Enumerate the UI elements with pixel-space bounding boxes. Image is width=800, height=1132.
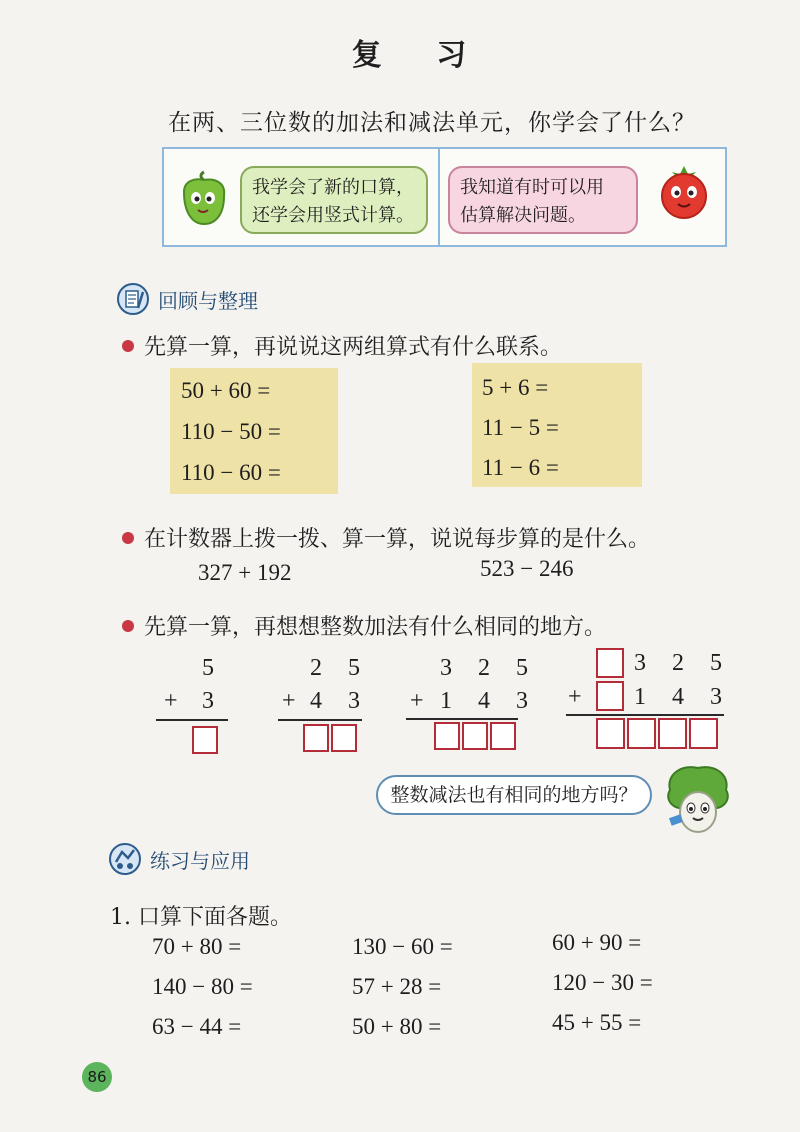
mental-math-item: 130 − 60 = bbox=[352, 934, 453, 959]
answer-boxes bbox=[192, 726, 218, 754]
task-text: 先算一算，再说说这两组算式有什么联系。 bbox=[144, 335, 563, 360]
cabbage-speech-bubble: 整数减法也有相同的地方吗？ bbox=[376, 775, 652, 815]
page-title: 复 习 bbox=[351, 38, 489, 73]
mental-math-item: 57 + 28 = bbox=[352, 974, 442, 999]
mental-math-item: 120 − 30 = bbox=[552, 970, 653, 995]
tomato-speech-bubble bbox=[448, 166, 638, 234]
addend-bottom: 1 4 3 bbox=[440, 688, 538, 714]
bullet-dot-icon bbox=[122, 340, 134, 352]
review-task-3 bbox=[122, 610, 606, 641]
practice-section-heading bbox=[108, 842, 250, 876]
mental-math-item: 140 − 80 = bbox=[152, 974, 253, 999]
addend-bottom: 4 3 bbox=[310, 688, 370, 714]
missing-digit-box[interactable] bbox=[596, 681, 624, 711]
notebook-pencil-icon bbox=[116, 282, 150, 316]
calculation: 327 + 192 bbox=[198, 560, 292, 585]
operator-plus: + bbox=[410, 688, 434, 714]
answer-boxes bbox=[303, 724, 357, 752]
answer-box[interactable] bbox=[331, 724, 357, 752]
answer-boxes bbox=[596, 718, 718, 749]
operator-plus: + bbox=[282, 688, 306, 714]
sum-rule bbox=[406, 718, 518, 720]
bullet-dot-icon bbox=[122, 620, 134, 632]
answer-box[interactable] bbox=[434, 722, 460, 750]
equation: 11 − 5 = bbox=[482, 415, 559, 440]
review-section-heading bbox=[116, 282, 258, 316]
bubble-line: 还学会用竖式计算。 bbox=[252, 205, 414, 226]
review-task-2 bbox=[122, 522, 650, 553]
equation: 110 − 50 = bbox=[181, 419, 281, 444]
answer-boxes bbox=[434, 722, 516, 750]
addend-bottom: 1 4 3 bbox=[634, 684, 732, 710]
addend-top: 3 2 5 bbox=[634, 650, 732, 676]
practice-task-1: 1. 口算下面各题。 bbox=[110, 905, 292, 930]
answer-box[interactable] bbox=[627, 718, 656, 749]
equation: 11 − 6 = bbox=[482, 455, 559, 480]
answer-box[interactable] bbox=[658, 718, 687, 749]
equation: 50 + 60 = bbox=[181, 378, 271, 403]
equation: 110 − 60 = bbox=[181, 460, 281, 485]
addend-top: 5 bbox=[202, 655, 224, 681]
page-number: 86 bbox=[82, 1062, 112, 1092]
task-text: 在计数器上拨一拨、算一算，说说每步算的是什么。 bbox=[144, 527, 651, 552]
sum-rule bbox=[566, 714, 724, 716]
bullet-dot-icon bbox=[122, 532, 134, 544]
practice-puzzle-icon bbox=[108, 842, 142, 876]
calculation: 523 − 246 bbox=[480, 556, 574, 581]
bubble-line: 我学会了新的口算， bbox=[252, 177, 414, 198]
answer-box[interactable] bbox=[303, 724, 329, 752]
sum-rule bbox=[156, 719, 228, 721]
sum-rule bbox=[278, 719, 362, 721]
pepper-speech-bubble bbox=[240, 166, 428, 234]
cabbage-character-icon bbox=[660, 760, 736, 836]
answer-box[interactable] bbox=[689, 718, 718, 749]
operator-plus: + bbox=[164, 688, 188, 714]
tomato-character-icon bbox=[654, 160, 714, 222]
operator-plus: + bbox=[568, 684, 592, 710]
mental-math-item: 45 + 55 = bbox=[552, 1010, 642, 1035]
answer-box[interactable] bbox=[490, 722, 516, 750]
bubble-line: 我知道有时可以用 bbox=[460, 177, 604, 198]
mental-math-item: 60 + 90 = bbox=[552, 930, 642, 955]
addend-top: 3 2 5 bbox=[440, 655, 538, 681]
equation: 5 + 6 = bbox=[482, 375, 549, 400]
unit-question: 在两、三位数的加法和减法单元，你学会了什么？ bbox=[168, 110, 696, 136]
review-task-1 bbox=[122, 330, 562, 361]
answer-box[interactable] bbox=[596, 718, 625, 749]
mental-math-item: 50 + 80 = bbox=[352, 1014, 442, 1039]
answer-box[interactable] bbox=[192, 726, 218, 754]
addend-top: 2 5 bbox=[310, 655, 370, 681]
bubble-line: 估算解决问题。 bbox=[460, 205, 586, 226]
answer-box[interactable] bbox=[462, 722, 488, 750]
mental-math-item: 63 − 44 = bbox=[152, 1014, 242, 1039]
addend-bottom: 3 bbox=[202, 688, 224, 714]
review-heading-text: 回顾与整理 bbox=[158, 288, 258, 313]
missing-digit-box[interactable] bbox=[596, 648, 624, 678]
mental-math-item: 70 + 80 = bbox=[152, 934, 242, 959]
practice-heading-text: 练习与应用 bbox=[150, 848, 250, 873]
task-text: 先算一算，再想想整数加法有什么相同的地方。 bbox=[144, 615, 607, 640]
green-pepper-character-icon bbox=[176, 168, 232, 228]
banner-divider bbox=[438, 149, 440, 245]
